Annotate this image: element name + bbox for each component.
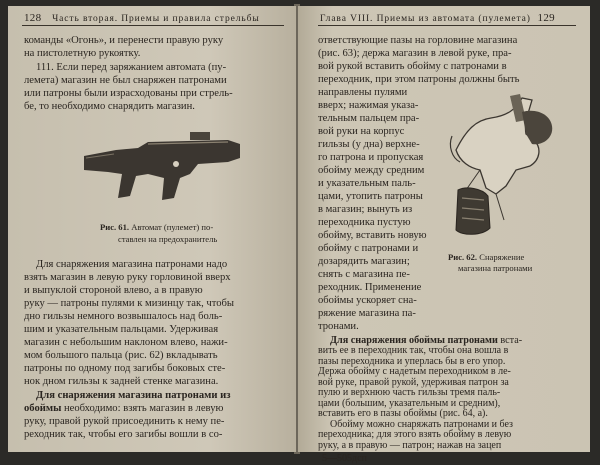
right-narrow-line: снять с магазина пе- xyxy=(318,269,410,280)
figure-62-caption-rest: Снаряжение xyxy=(479,252,525,262)
left-bold-fragment: обоймы xyxy=(24,403,62,414)
figure-61-caption-lead: Рис. 61. xyxy=(100,222,130,232)
left-line: мом большого пальца (рис. 62) вкладывать xyxy=(24,350,218,361)
right-narrow-line: гильзы (у дна) верхне- xyxy=(318,139,420,150)
right-page-header xyxy=(320,12,555,24)
left-line: и выпуклой стороной влево, а в правую xyxy=(24,285,203,296)
figure-62-caption xyxy=(448,252,524,263)
right-line: переходник, при этом патроны должны быть xyxy=(318,74,520,85)
right-narrow-line: вой руки на корпус xyxy=(318,126,405,137)
left-line-rest: необходимо: взять магазин в левую xyxy=(64,403,224,414)
right-line: (рис. 63); держа магазин в левой руке, пра- xyxy=(318,48,512,59)
left-line: команды «Огонь», и перенести правую руку xyxy=(24,35,224,46)
right-narrow-line: обоймы ускоряет сна- xyxy=(318,295,417,306)
right-line: вить ее в переходник так, чтобы она вошла в xyxy=(318,345,509,356)
hand-loading-magazine-icon xyxy=(446,90,566,240)
right-narrow-line: обойму с патронами и xyxy=(318,243,419,254)
left-line: Для снаряжения магазина патронами надо xyxy=(36,259,228,270)
right-line: Обойму можно снаряжать патронами и без xyxy=(330,418,513,430)
right-narrow-line: ряжение магазина па- xyxy=(318,308,416,319)
left-line: дно гильзы немного возвышалось над боль- xyxy=(24,311,223,322)
right-header-rule xyxy=(318,25,576,26)
left-line: реходник так, чтобы его загибы вошли в со- xyxy=(24,429,223,440)
right-narrow-line: обойму, вставить новую xyxy=(318,230,427,241)
right-running-head: Глава VIII. Приемы из автомата (пулемета) xyxy=(320,14,531,24)
right-narrow-line: тронами. xyxy=(318,321,359,332)
right-line: ответствующие пазы на горловине магазина xyxy=(318,35,518,46)
left-line: шим и указательным пальцами. Удерживая xyxy=(24,324,219,335)
right-page xyxy=(298,6,590,464)
right-line: руку, а в правую — патрон; нажав на зацеп xyxy=(318,439,502,451)
signature-mark: 5—505дсп xyxy=(322,453,367,464)
left-line: или патроны были израсходованы при стрель- xyxy=(24,88,233,99)
right-line: переходника; для этого взять обойму в левую xyxy=(318,429,512,440)
right-line: цами (большим, указательным и средним), xyxy=(318,397,501,409)
figure-62-caption-line2: магазина патронами xyxy=(458,263,533,273)
right-narrow-line: направлены пулями xyxy=(318,87,408,98)
right-narrow-line: дозарядить магазин; xyxy=(318,256,410,267)
left-line: на пистолетную рукоятку. xyxy=(24,48,141,59)
left-line xyxy=(24,402,223,415)
right-line: пазы переходника и уперлась бы в его упор. xyxy=(318,355,506,367)
right-line: Держа обойму с надетым переходником в ле- xyxy=(318,366,511,377)
left-header-rule xyxy=(22,25,284,26)
right-line: вой рукой вставить обойму с патронами в xyxy=(318,61,507,72)
left-line: патроны по одному под загибы боковых сте- xyxy=(24,363,226,374)
right-line: пулю и верхнюю часть гильзы тремя паль- xyxy=(318,387,501,398)
right-narrow-line: цами, утопить патроны xyxy=(318,191,423,202)
right-bold-fragment: Для снаряжения обоймы патронами xyxy=(330,335,498,346)
right-narrow-line: в магазин; вынуть из xyxy=(318,204,413,215)
right-narrow-line: реходник. Применение xyxy=(318,282,422,293)
right-narrow-line: обойму между средним xyxy=(318,165,425,176)
right-page-number: 129 xyxy=(537,12,555,24)
left-line: взять магазин в левую руку горловиной вверх xyxy=(24,272,231,283)
left-page-number: 128 xyxy=(24,12,42,24)
left-line: руку — патроны пулями к мизинцу так, чтобы xyxy=(24,298,235,309)
figure-61-caption xyxy=(100,222,213,233)
left-line: 111. Если перед заряжанием автомата (пу- xyxy=(36,62,227,73)
left-line: нок дном гильзы к задней стенке магазина. xyxy=(24,376,219,387)
left-page-header xyxy=(24,12,260,24)
left-page xyxy=(8,6,296,452)
right-narrow-line: вверх; нажимая указа- xyxy=(318,100,419,111)
right-narrow-line: переходника пустую xyxy=(318,217,411,228)
left-line: магазин с небольшим наклоном влево, нажи- xyxy=(24,337,228,348)
right-narrow-line: тельным пальцем пра- xyxy=(318,113,420,124)
figure-62-caption-lead: Рис. 62. xyxy=(448,252,478,262)
left-line: бе, то необходимо снарядить магазин. xyxy=(24,101,195,112)
left-line: лемета) магазин не был снаряжен патронами xyxy=(24,75,227,86)
figure-61-caption-line2: ставлен на предохранитель xyxy=(118,234,218,244)
figure-61-caption-rest: Автомат (пулемет) по- xyxy=(131,222,214,232)
left-running-head: Часть вторая. Приемы и правила стрельбы xyxy=(52,14,260,24)
right-line-rest: вста- xyxy=(500,335,523,346)
rifle-icon xyxy=(78,114,248,214)
left-bold-line: Для снаряжения магазина патронами из xyxy=(36,390,231,401)
right-line: вой руке, правой рукой, удерживая патрон за xyxy=(318,376,509,388)
right-narrow-line: и указательным паль- xyxy=(318,178,416,189)
right-narrow-line: го патрона и пропуская xyxy=(318,152,424,163)
right-line: вставить его в пазы обоймы (рис. 64, а). xyxy=(318,408,488,419)
left-line: руку, правой рукой присоединить к нему пе- xyxy=(24,416,225,427)
